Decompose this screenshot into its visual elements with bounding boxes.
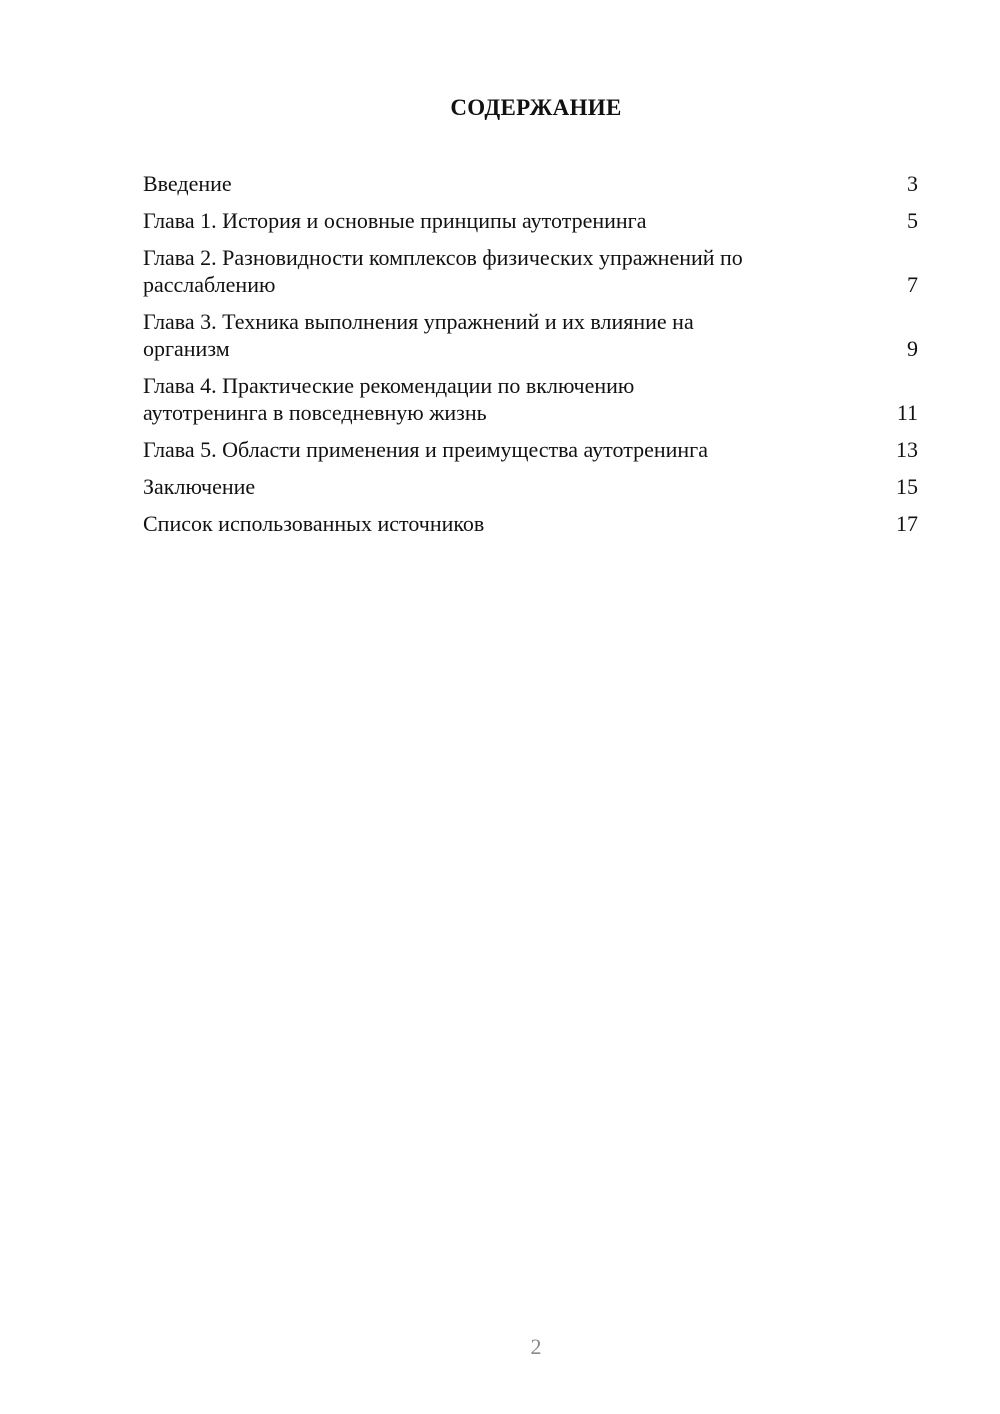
table-of-contents xyxy=(143,170,918,547)
toc-entry-title xyxy=(143,244,833,298)
toc-entry-title xyxy=(143,308,833,362)
toc-entry-line: расслаблению xyxy=(143,272,276,297)
toc-entry-line: Список использованных источников xyxy=(143,511,485,536)
toc-entry-line: организм xyxy=(143,336,230,361)
toc-entry-page: 5 xyxy=(907,208,918,233)
toc-entry-line: Заключение xyxy=(143,474,256,499)
toc-entry-page: 15 xyxy=(896,474,918,499)
toc-entry-title xyxy=(143,473,833,500)
toc-entry-line: аутотренинга в повседневную жизнь xyxy=(143,400,487,425)
toc-entry-page: 13 xyxy=(896,437,918,462)
toc-entry-references xyxy=(143,510,918,537)
toc-entry-page: 7 xyxy=(907,272,918,297)
toc-entry-title xyxy=(143,170,833,197)
toc-entry-line: Глава 4. Практические рекомендации по включению xyxy=(143,373,635,398)
toc-entry-chapter-3 xyxy=(143,308,918,362)
toc-entry-line: Глава 5. Области применения и преимущества аутотренинга xyxy=(143,437,708,462)
toc-entry-line: Введение xyxy=(143,171,232,196)
toc-entry-page: 3 xyxy=(907,171,918,196)
toc-entry-page: 17 xyxy=(896,511,918,536)
page-number: 2 xyxy=(530,1334,542,1359)
page-title: СОДЕРЖАНИЕ xyxy=(450,95,622,120)
toc-entry-chapter-1 xyxy=(143,207,918,234)
toc-entry-introduction xyxy=(143,170,918,197)
toc-entry-chapter-5 xyxy=(143,436,918,463)
toc-entry-title xyxy=(143,436,833,463)
toc-entry-chapter-4 xyxy=(143,372,918,426)
toc-entry-page: 9 xyxy=(907,336,918,361)
toc-entry-title xyxy=(143,372,833,426)
toc-entry-line: Глава 3. Техника выполнения упражнений и их влияние на xyxy=(143,309,694,334)
toc-entry-conclusion xyxy=(143,473,918,500)
toc-entry-line: Глава 2. Разновидности комплексов физических упражнений по xyxy=(143,245,743,270)
toc-entry-chapter-2 xyxy=(143,244,918,298)
toc-entry-page: 11 xyxy=(896,400,918,425)
toc-entry-title xyxy=(143,207,833,234)
toc-entry-title xyxy=(143,510,833,537)
toc-entry-line: Глава 1. История и основные принципы аутотренинга xyxy=(143,208,647,233)
